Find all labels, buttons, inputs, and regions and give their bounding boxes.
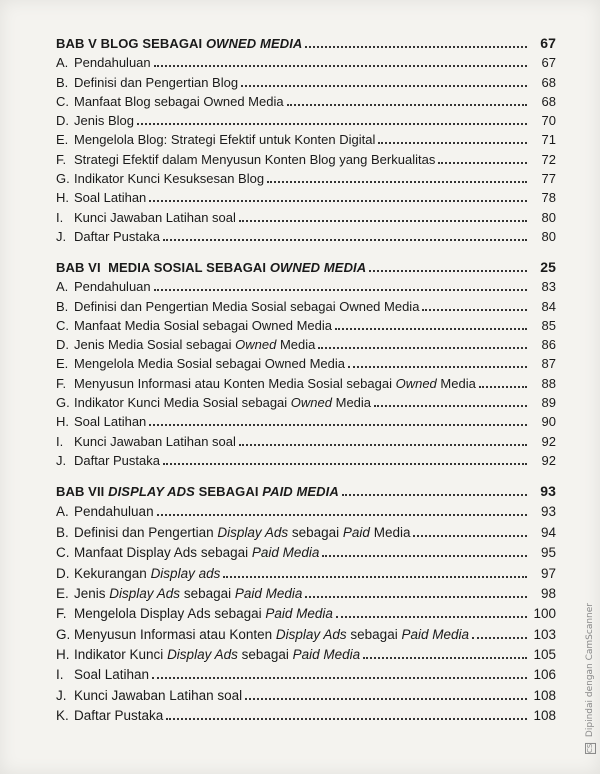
dot-leader <box>137 123 527 125</box>
entry-title <box>74 667 149 682</box>
dot-leader <box>154 65 527 67</box>
toc-entry <box>56 314 556 333</box>
entry-title <box>74 708 163 723</box>
entry-title-italic: Display Ads <box>167 647 238 663</box>
entry-page-number: 78 <box>541 190 556 206</box>
entry-page-number: 108 <box>533 687 556 703</box>
entry-page-number: 108 <box>533 708 556 724</box>
entry-letter: K. <box>56 708 69 724</box>
dot-leader <box>413 535 527 537</box>
entry-page-number: 92 <box>541 452 556 468</box>
entry-letter: F. <box>56 375 67 391</box>
chapter-heading <box>56 254 556 275</box>
entry-title-italic: Paid Media <box>234 585 303 601</box>
toc-entry <box>56 333 556 352</box>
entry-letter: J. <box>56 452 67 468</box>
dot-leader <box>157 514 527 516</box>
entry-title <box>74 229 160 244</box>
entry-title <box>74 356 345 371</box>
entry-title-text: Kekurangan <box>74 565 151 581</box>
entry-page-number: 87 <box>541 356 556 372</box>
chapter-title-italic: DISPLAY ADS <box>108 483 195 499</box>
entry-page-number: 70 <box>541 113 556 129</box>
entry-page-number: 68 <box>541 74 556 90</box>
entry-letter: A. <box>56 279 69 295</box>
toc-entry <box>56 449 556 468</box>
entry-title-text: Jenis Media Sosial sebagai <box>74 337 236 353</box>
entry-title-text: sebagai <box>237 647 293 663</box>
entry-title <box>74 453 160 468</box>
dot-leader <box>241 85 527 87</box>
chapter-title-italic: PAID MEDIA <box>262 483 339 499</box>
entry-page-number: 72 <box>541 151 556 167</box>
entry-letter: I. <box>56 209 64 225</box>
entry-letter: E. <box>56 356 69 372</box>
dot-leader <box>267 181 527 183</box>
toc-entry <box>56 429 556 448</box>
dot-leader <box>149 200 527 202</box>
dot-leader <box>348 366 527 368</box>
toc-entry <box>56 205 556 224</box>
dot-leader <box>374 405 527 407</box>
entry-title-text: sebagai <box>288 524 343 540</box>
entry-title <box>74 566 220 581</box>
entry-letter: G. <box>56 171 70 187</box>
entry-page-number: 103 <box>533 626 556 642</box>
entry-title-text: Mengelola Display Ads sebagai <box>74 606 266 622</box>
dot-leader <box>422 309 527 311</box>
dot-leader <box>322 555 527 557</box>
entry-title-text: Definisi dan Pengertian <box>74 524 218 540</box>
entry-title-text: Definisi dan Pengertian Blog <box>74 74 239 90</box>
toc-entry <box>56 499 556 519</box>
entry-title-text: Pendahuluan <box>74 279 151 295</box>
dot-leader <box>245 698 527 700</box>
camscanner-logo-icon: CS <box>586 743 594 753</box>
entry-title-text: Jenis <box>74 585 110 601</box>
chapter-heading <box>56 478 556 499</box>
entry-page-number: 86 <box>541 337 556 353</box>
entry-title-text: Kunci Jawaban Latihan soal <box>74 209 236 225</box>
entry-letter: H. <box>56 190 69 206</box>
toc-entry <box>56 51 556 70</box>
entry-title-text: Mengelola Media Sosial sebagai Owned Media <box>74 356 345 372</box>
entry-letter: D. <box>56 337 69 353</box>
dot-leader <box>223 576 527 578</box>
entry-page-number: 98 <box>540 585 556 601</box>
toc-entry <box>56 352 556 371</box>
dot-leader <box>166 718 527 720</box>
entry-title <box>74 55 151 70</box>
table-of-contents <box>56 30 556 733</box>
entry-letter: C. <box>56 545 70 561</box>
chapter-title-italic: OWNED MEDIA <box>205 36 303 51</box>
entry-title-text: Strategi Efektif dalam Menyusun Konten Blog yang Berkualitas <box>74 151 436 167</box>
entry-title <box>74 504 154 519</box>
entry-letter: H. <box>56 414 69 430</box>
toc-entry <box>56 662 556 682</box>
entry-title <box>74 395 371 410</box>
toc-entry <box>56 186 556 205</box>
entry-page-number: 85 <box>541 317 556 333</box>
entry-letter: D. <box>56 113 69 129</box>
entry-title <box>74 586 302 601</box>
entry-title-text: Media <box>369 524 411 540</box>
toc-section <box>56 254 556 468</box>
entry-page-number: 89 <box>541 395 556 411</box>
entry-page-number: 83 <box>541 279 556 295</box>
entry-page-number: 97 <box>540 565 556 581</box>
entry-title-text: Media <box>332 395 372 411</box>
entry-title <box>74 299 419 314</box>
entry-title <box>74 279 151 294</box>
entry-title <box>74 434 236 449</box>
toc-entry <box>56 410 556 429</box>
entry-title-text: Indikator Kunci <box>74 647 168 663</box>
entry-page-number: 77 <box>541 171 556 187</box>
entry-title <box>74 376 476 391</box>
entry-title-text: Manfaat Media Sosial sebagai Owned Media <box>74 317 332 333</box>
entry-title <box>74 688 242 703</box>
toc-entry <box>56 167 556 186</box>
entry-title-text: Jenis Blog <box>74 113 134 129</box>
entry-title-italic: Paid Media <box>292 647 361 663</box>
chapter-page-number: 25 <box>540 258 556 275</box>
dot-leader <box>336 616 527 618</box>
entry-title-text: Indikator Kunci Kesuksesan Blog <box>74 171 265 187</box>
dot-leader <box>287 104 527 106</box>
entry-title-italic: Paid <box>342 524 370 540</box>
toc-entry <box>56 391 556 410</box>
entry-title-text: Manfaat Display Ads sebagai <box>74 545 252 561</box>
entry-letter: H. <box>56 647 70 663</box>
entry-letter: J. <box>56 687 67 703</box>
entry-title <box>74 132 375 147</box>
entry-title-italic: Paid Media <box>265 606 333 622</box>
entry-title <box>74 647 360 662</box>
entry-title-text: Media <box>436 375 476 391</box>
entry-title-text: Menyusun Informasi atau Konten Media Sosial sebagai <box>74 375 396 391</box>
chapter-title <box>56 484 339 499</box>
entry-letter: C. <box>56 317 69 333</box>
entry-title-text: Definisi dan Pengertian Media Sosial sebagai Owned Media <box>74 298 420 314</box>
entry-letter: A. <box>56 55 69 71</box>
toc-entry <box>56 601 556 621</box>
toc-section <box>56 478 556 723</box>
entry-title-text: Daftar Pustaka <box>74 708 164 724</box>
toc-entry <box>56 560 556 580</box>
dot-leader <box>149 424 527 426</box>
entry-title <box>74 318 332 333</box>
toc-entry <box>56 147 556 166</box>
entry-title-text: Pendahuluan <box>74 55 151 71</box>
entry-page-number: 105 <box>533 647 556 663</box>
chapter-heading <box>56 30 556 51</box>
entry-page-number: 93 <box>540 504 556 520</box>
chapter-title-text: BAB V BLOG SEBAGAI <box>56 36 206 51</box>
entry-title <box>74 525 410 540</box>
entry-title-italic: Display ads <box>150 565 221 581</box>
dot-leader <box>239 444 527 446</box>
entry-title-italic: Paid Media <box>251 545 320 561</box>
entry-title <box>74 190 146 205</box>
chapter-title <box>56 260 366 275</box>
entry-page-number: 100 <box>533 606 556 622</box>
entry-page-number: 67 <box>541 55 556 71</box>
entry-title <box>74 171 264 186</box>
toc-entry <box>56 128 556 147</box>
entry-page-number: 90 <box>541 414 556 430</box>
toc-entry <box>56 371 556 390</box>
entry-title <box>74 210 236 225</box>
dot-leader <box>154 289 527 291</box>
entry-title-text: Soal Latihan <box>74 414 147 430</box>
entry-letter: D. <box>56 565 70 581</box>
entry-letter: F. <box>56 151 67 167</box>
entry-title <box>74 94 284 109</box>
entry-title-italic: Owned <box>290 395 332 411</box>
entry-letter: E. <box>56 585 69 601</box>
entry-letter: I. <box>56 433 64 449</box>
dot-leader <box>239 220 527 222</box>
entry-title <box>74 337 315 352</box>
entry-page-number: 80 <box>541 228 556 244</box>
entry-page-number: 68 <box>541 93 556 109</box>
entry-title-text: Kunci Jawaban Latihan soal <box>74 433 236 449</box>
entry-title-italic: Owned <box>395 375 437 391</box>
dot-leader <box>363 657 527 659</box>
dot-leader <box>438 162 527 164</box>
dot-leader <box>369 270 527 272</box>
entry-title-text: Kunci Jawaban Latihan soal <box>74 687 243 703</box>
toc-entry <box>56 540 556 560</box>
entry-title-text: Manfaat Blog sebagai Owned Media <box>74 93 284 109</box>
toc-entry <box>56 642 556 662</box>
entry-title-italic: Display Ads <box>275 626 347 642</box>
entry-page-number: 94 <box>540 524 556 540</box>
chapter-page-number: 93 <box>540 482 556 499</box>
entry-letter: B. <box>56 524 69 540</box>
entry-title-text: sebagai <box>180 585 235 601</box>
entry-title <box>74 414 146 429</box>
toc-entry <box>56 682 556 702</box>
entry-letter: I. <box>56 667 64 683</box>
chapter-title-text: BAB VII <box>56 483 109 499</box>
dot-leader <box>335 328 527 330</box>
entry-page-number: 88 <box>541 375 556 391</box>
entry-title-italic: Paid Media <box>401 626 469 642</box>
dot-leader <box>318 347 527 349</box>
entry-title-italic: Owned <box>235 337 277 353</box>
entry-letter: A. <box>56 504 69 520</box>
toc-entry <box>56 275 556 294</box>
entry-letter: B. <box>56 74 69 90</box>
chapter-title-italic: OWNED MEDIA <box>269 259 367 275</box>
entry-title-text: Mengelola Blog: Strategi Efektif untuk Konten Digital <box>74 132 376 148</box>
dot-leader <box>163 239 527 241</box>
entry-title <box>74 152 435 167</box>
toc-entry <box>56 519 556 539</box>
entry-title <box>74 606 333 621</box>
entry-letter: E. <box>56 132 69 148</box>
chapter-title-text: BAB VI MEDIA SOSIAL SEBAGAI <box>56 259 270 275</box>
entry-letter: G. <box>56 395 70 411</box>
entry-page-number: 106 <box>533 667 556 683</box>
toc-entry <box>56 703 556 723</box>
entry-page-number: 80 <box>541 209 556 225</box>
dot-leader <box>378 142 527 144</box>
toc-entry <box>56 90 556 109</box>
entry-title-text: Daftar Pustaka <box>74 452 160 468</box>
dot-leader <box>163 463 527 465</box>
entry-letter: B. <box>56 298 69 314</box>
entry-title-text: Pendahuluan <box>74 504 154 520</box>
entry-title-text: Media <box>276 337 316 353</box>
dot-leader <box>305 596 527 598</box>
entry-title-text: Daftar Pustaka <box>74 228 160 244</box>
entry-letter: C. <box>56 93 69 109</box>
dot-leader <box>342 494 527 496</box>
entry-title <box>74 627 469 642</box>
entry-page-number: 92 <box>541 433 556 449</box>
toc-entry <box>56 225 556 244</box>
entry-title-text: Soal Latihan <box>74 190 147 206</box>
dot-leader <box>479 386 527 388</box>
entry-title-text: sebagai <box>346 626 402 642</box>
entry-letter: G. <box>56 626 71 642</box>
entry-letter: F. <box>56 606 67 622</box>
entry-title <box>74 545 319 560</box>
toc-entry <box>56 294 556 313</box>
dot-leader <box>472 637 527 639</box>
toc-entry <box>56 581 556 601</box>
entry-letter: J. <box>56 228 67 244</box>
chapter-title <box>56 36 302 51</box>
entry-title <box>74 113 134 128</box>
chapter-title-text: SEBAGAI <box>194 483 263 499</box>
entry-page-number: 84 <box>541 298 556 314</box>
dot-leader <box>305 46 527 48</box>
toc-section <box>56 30 556 244</box>
entry-title-italic: Display Ads <box>109 585 181 601</box>
dot-leader <box>152 677 527 679</box>
entry-page-number: 95 <box>540 545 556 561</box>
watermark-text: Dipindai dengan CamScanner <box>585 603 595 738</box>
entry-title-italic: Display Ads <box>217 524 289 540</box>
entry-title-text: Indikator Kunci Media Sosial sebagai <box>74 395 291 411</box>
entry-page-number: 71 <box>541 132 556 148</box>
toc-entry <box>56 621 556 641</box>
entry-title-text: Menyusun Informasi atau Konten <box>74 626 276 642</box>
toc-entry <box>56 70 556 89</box>
toc-entry <box>56 109 556 128</box>
camscanner-watermark <box>585 603 596 754</box>
entry-title-text: Soal Latihan <box>74 667 150 683</box>
entry-title <box>74 75 238 90</box>
chapter-page-number: 67 <box>540 35 556 51</box>
